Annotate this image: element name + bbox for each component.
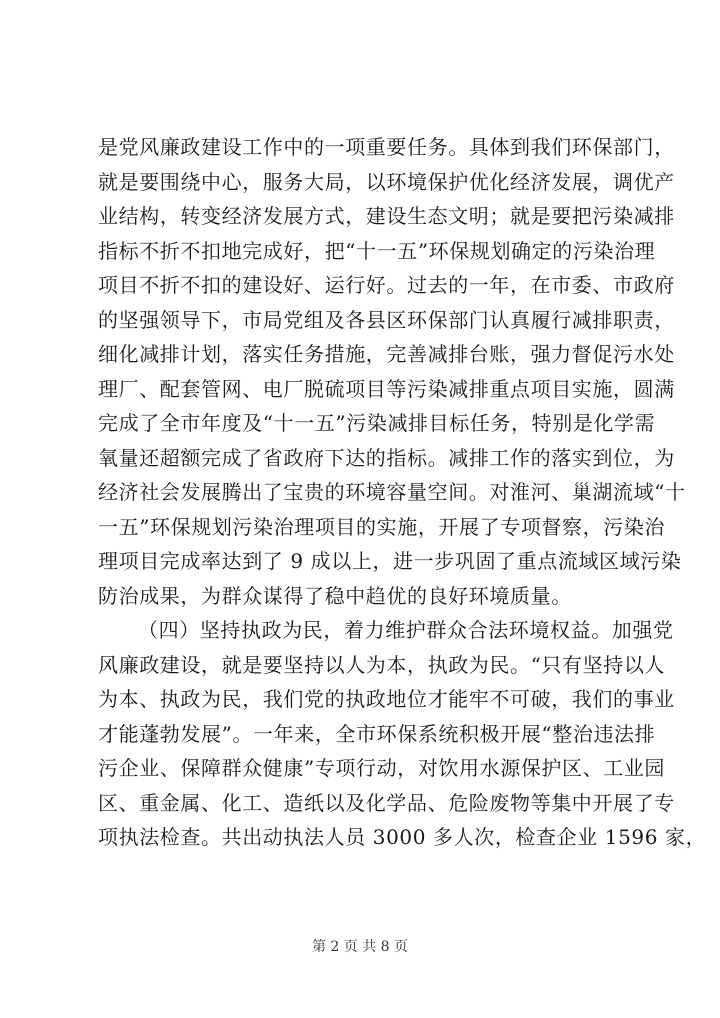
- body-text: [98, 130, 707, 855]
- text-line: 就是要围绕中心，服务大局，以环境保护优化经济发展，调优产: [98, 169, 675, 194]
- text-line: 业结构，转变经济发展方式，建设生态文明；就是要把污染减排: [98, 204, 675, 228]
- text-line: 污企业、保障群众健康”专项行动，对饮用水源保护区、工业园: [98, 756, 666, 780]
- text-line: 经济社会发展腾出了宝贵的环境容量空间。对淮河、巢湖流域“十: [98, 480, 686, 504]
- text-line: 防治成果，为群众谋得了稳中趋优的良好环境质量。: [98, 583, 572, 608]
- section-heading-line: （四）坚持执政为民，着力维护群众合法环境权益。加强党: [138, 618, 674, 642]
- page-number: 第 2 页 共 8 页: [311, 939, 409, 955]
- text-line: 氧量还超额完成了省政府下达的指标。减排工作的落实到位，为: [98, 445, 675, 470]
- text-line: 区、重金属、化工、造纸以及化学品、危险废物等集中开展了专: [98, 790, 675, 815]
- text-line: 细化减排计划，落实任务措施，完善减排台账，强力督促污水处: [98, 342, 675, 366]
- text-line: 项目不折不扣的建设好、运行好。过去的一年，在市委、市政府: [98, 273, 675, 297]
- text-line: 项执法检查。共出动执法人员 3000 多人次，检查企业 1596 家，: [98, 825, 707, 849]
- text-line: 指标不折不扣地完成好，把“十一五”环保规划确定的污染治理: [98, 238, 656, 263]
- page-footer: [0, 936, 720, 956]
- text-line: 理项目完成率达到了 9 成以上，进一步巩固了重点流域区域污染: [98, 549, 682, 573]
- text-line: 理厂、配套管网、电厂脱硫项目等污染减排重点项目实施，圆满: [98, 376, 675, 401]
- text-line: 完成了全市年度及“十一五”污染减排目标任务，特别是化学需: [98, 411, 656, 435]
- text-line: 一五”环保规划污染治理项目的实施，开展了专项督察，污染治: [98, 514, 666, 539]
- text-line: 为本、执政为民，我们党的执政地位才能牢不可破，我们的事业: [98, 687, 675, 711]
- text-line: 是党风廉政建设工作中的一项重要任务。具体到我们环保部门，: [98, 135, 675, 159]
- text-line: 才能蓬勃发展”。一年来，全市环保系统积极开展“整治违法排: [98, 721, 656, 746]
- text-line: 的坚强领导下，市局党组及各县区环保部门认真履行减排职责，: [98, 307, 675, 332]
- text-line: 风廉政建设，就是要坚持以人为本，执政为民。“只有坚持以人: [98, 652, 666, 677]
